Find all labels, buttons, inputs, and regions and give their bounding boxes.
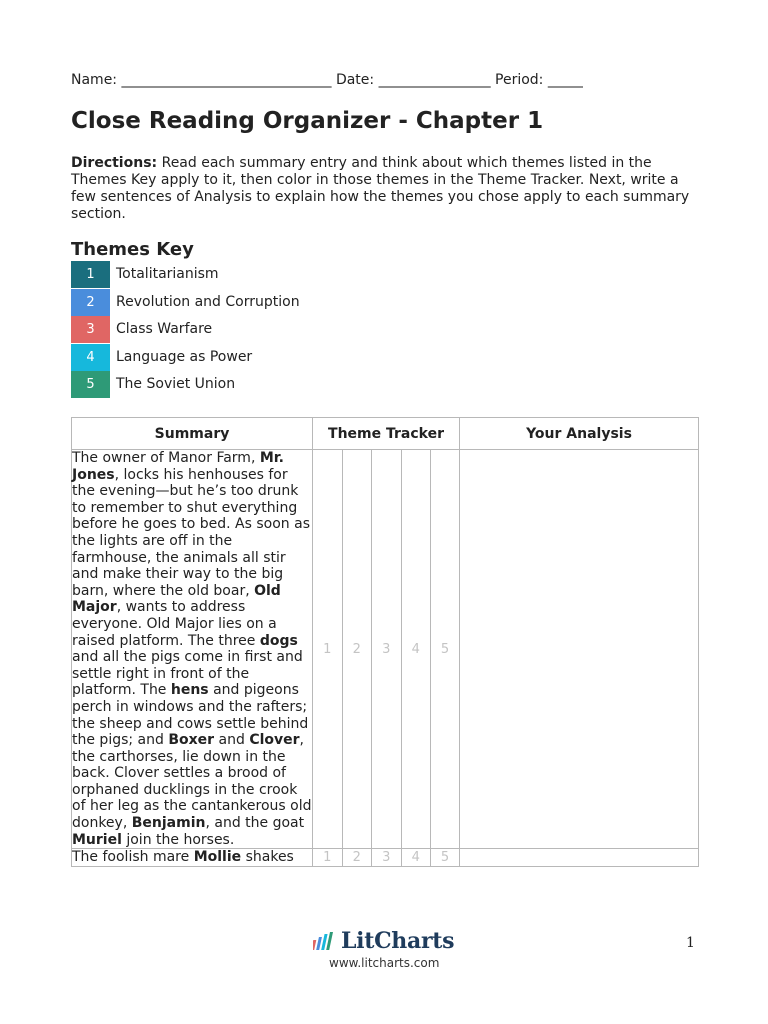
name-blank[interactable]: ______________________________ <box>121 72 332 88</box>
summary-text: , the carthorses, lie down in the back. Clover settles a brood of orphaned ducklings in the crook of her leg as the cantankerous old donkey, <box>72 732 312 832</box>
themes-key-heading: Themes Key <box>71 239 194 260</box>
directions-text: Read each summary entry and think about which themes listed in the Themes Key apply to it, then color in those themes in the Theme Tracker. Next, write a few sentences of Analysis to explain how the themes you chose apply to each summary section. <box>71 155 690 222</box>
theme-number-swatch: 5 <box>71 371 110 398</box>
character-name: Clover <box>249 732 300 749</box>
summary-cell <box>72 450 313 849</box>
directions-label: Directions: <box>71 155 158 171</box>
page-number: 1 <box>686 935 695 951</box>
summary-text: join the horses. <box>121 831 235 848</box>
character-name: hens <box>170 682 209 699</box>
theme-tracker-cell[interactable]: 3 <box>372 849 402 867</box>
character-name: Mr. Jones <box>72 450 285 483</box>
theme-tracker-cell[interactable]: 2 <box>342 849 372 867</box>
character-name: Boxer <box>168 732 215 749</box>
theme-label: The Soviet Union <box>116 376 236 393</box>
litcharts-logo <box>313 928 454 954</box>
analysis-header: Your Analysis <box>460 418 699 450</box>
logo-bars-icon <box>313 932 337 950</box>
theme-number-swatch: 3 <box>71 316 110 343</box>
page-title: Close Reading Organizer - Chapter 1 <box>71 108 544 134</box>
theme-label: Totalitarianism <box>116 266 219 282</box>
summary-text: shakes <box>241 849 294 866</box>
summary-cell <box>72 849 313 867</box>
table-row <box>72 450 699 849</box>
theme-tracker-cell[interactable]: 2 <box>342 450 372 849</box>
organizer-table <box>71 417 699 867</box>
theme-label: Revolution and Corruption <box>116 293 300 310</box>
character-name: dogs <box>259 632 298 649</box>
theme-tracker-cell[interactable]: 5 <box>431 450 460 849</box>
table-header-row <box>72 418 699 450</box>
summary-text: , wants to address everyone. Old Major lies on a raised platform. The three <box>72 599 277 649</box>
date-blank[interactable]: ________________ <box>378 72 491 88</box>
period-blank[interactable]: _____ <box>547 72 583 88</box>
character-name: Benjamin <box>131 815 206 832</box>
theme-tracker-cell[interactable]: 3 <box>372 450 402 849</box>
theme-tracker-header: Theme Tracker <box>313 418 460 450</box>
logo-bar <box>321 934 327 950</box>
logo-bar <box>313 940 316 950</box>
theme-tracker-cell[interactable]: 1 <box>313 450 343 849</box>
name-label: Name: <box>71 72 118 88</box>
theme-tracker-cell[interactable]: 1 <box>313 849 343 867</box>
summary-text: , locks his henhouses for the evening—but he’s too drunk to remember to shut everything before he goes to bed. As soon as the lights are off in the farmhouse, the animals all stir and make their way to the big barn, where the old boar, <box>72 466 310 599</box>
logo-bar <box>316 937 322 950</box>
theme-label: Class Warfare <box>116 321 213 338</box>
directions <box>71 155 697 223</box>
student-info-line <box>71 72 583 88</box>
theme-tracker-cell[interactable]: 4 <box>401 450 431 849</box>
logo-text: LitCharts <box>341 928 455 954</box>
theme-number-swatch: 2 <box>71 289 110 316</box>
theme-number-swatch: 4 <box>71 344 110 371</box>
summary-text: and pigeons perch in windows and the rafters; the sheep and cows settle behind the pigs; and <box>72 682 309 749</box>
character-name: Muriel <box>72 831 122 848</box>
theme-tracker-cell[interactable]: 5 <box>431 849 460 867</box>
summary-text: The owner of Manor Farm, <box>72 450 260 466</box>
summary-text: The foolish mare <box>72 849 194 866</box>
summary-text: , and the goat <box>205 815 305 832</box>
theme-tracker-cell[interactable]: 4 <box>401 849 431 867</box>
summary-text: and all the pigs come in first and settle right in front of the platform. The <box>72 649 303 699</box>
theme-label: Language as Power <box>116 348 253 365</box>
analysis-cell[interactable] <box>460 849 699 867</box>
summary-header: Summary <box>72 418 313 450</box>
theme-number-swatch: 1 <box>71 261 110 288</box>
summary-text: and <box>214 732 250 749</box>
analysis-cell[interactable] <box>460 450 699 849</box>
table-row <box>72 849 699 867</box>
date-label: Date: <box>335 72 375 88</box>
character-name: Old Major <box>72 582 281 616</box>
period-label: Period: <box>495 72 544 88</box>
character-name: Mollie <box>193 849 242 866</box>
footer-url: www.litcharts.com <box>329 956 440 970</box>
